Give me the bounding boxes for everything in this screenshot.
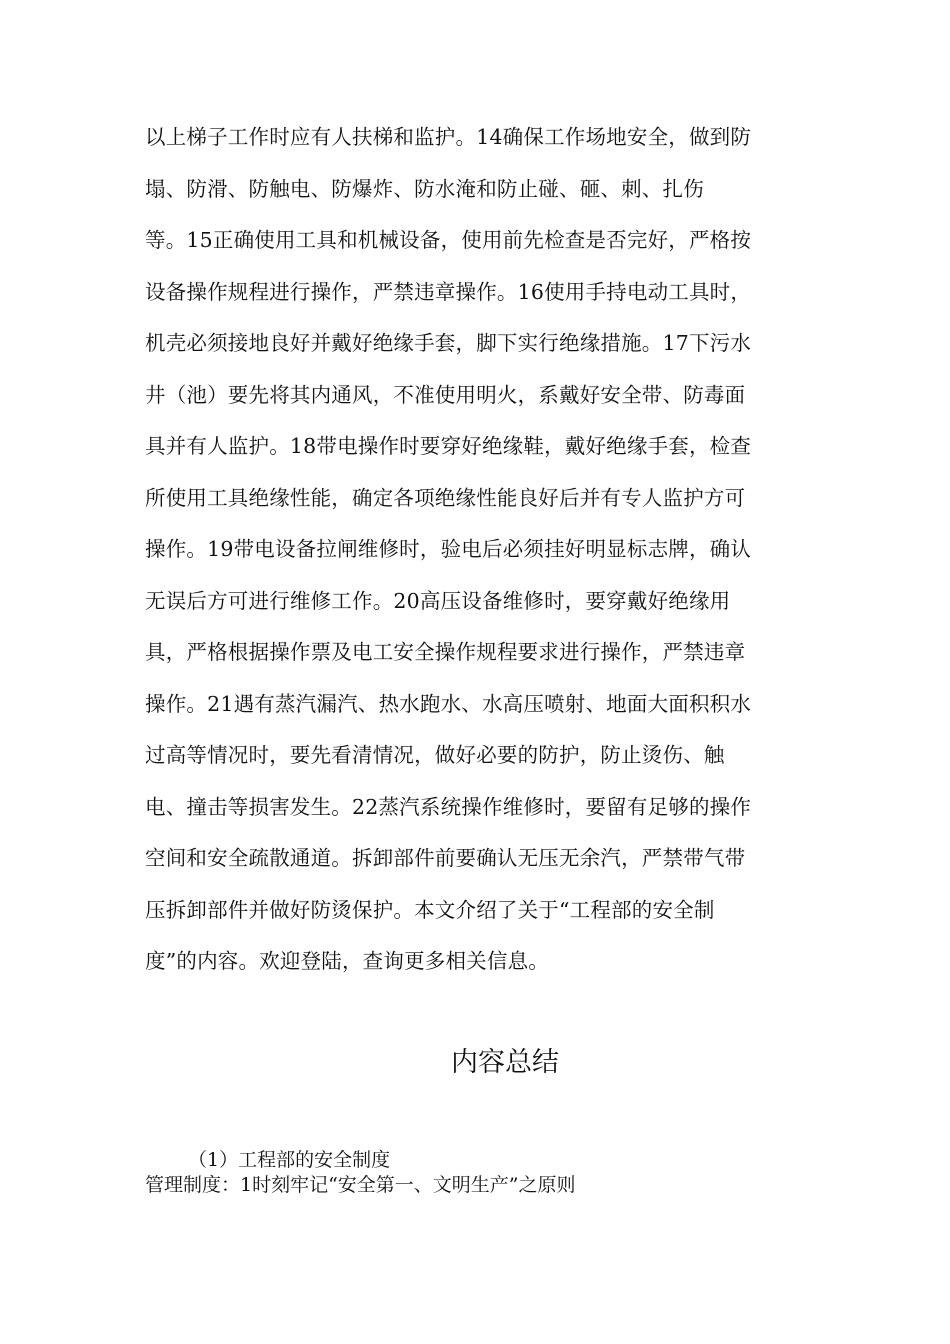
body-line: 电、撞击等损害发生。22蒸汽系统操作维修时，要留有足够的操作 bbox=[145, 794, 752, 819]
summary-item: （1）工程部的安全制度 bbox=[188, 1149, 391, 1171]
body-line: 具并有人监护。18带电操作时要穿好绝缘鞋，戴好绝缘手套，检查 bbox=[145, 434, 752, 458]
body-line: 设备操作规程进行操作，严禁违章操作。16使用手持电动工具时， bbox=[145, 279, 752, 304]
body-line: 压拆卸部件并做好防烫保护。本文介绍了关于“工程部的安全制 bbox=[145, 897, 715, 922]
body-line: 过高等情况时，要先看清情况，做好必要的防护，防止烫伤、触 bbox=[145, 743, 725, 767]
summary-text: 管理制度：1时刻牢记“安全第一、文明生产”之原则 bbox=[145, 1174, 576, 1196]
body-line: 空间和安全疏散通道。拆卸部件前要确认无压无余汽，严禁带气带 bbox=[145, 846, 746, 870]
body-line: 具，严格根据操作票及电工安全操作规程要求进行操作，严禁违章 bbox=[145, 640, 746, 664]
body-line: 所使用工具绝缘性能，确定各项绝缘性能良好后并有专人监护方可 bbox=[145, 485, 746, 510]
body-line: 等。15正确使用工具和机械设备，使用前先检查是否完好，严格按 bbox=[145, 228, 752, 252]
body-line: 操作。21遇有蒸汽漏汽、热水跑水、水高压喷射、地面大面积积水 bbox=[145, 691, 752, 716]
body-line: 机壳必须接地良好并戴好绝缘手套，脚下实行绝缘措施。17下污水 bbox=[145, 331, 752, 355]
body-line: 无误后方可进行维修工作。20高压设备维修时，要穿戴好绝缘用 bbox=[145, 588, 731, 613]
body-line: 井（池）要先将其内通风，不准使用明火，系戴好安全带、防毒面 bbox=[145, 382, 746, 407]
body-paragraph bbox=[145, 112, 800, 988]
body-line: 塌、防滑、防触电、防爆炸、防水淹和防止碰、砸、刺、扎伤 bbox=[145, 176, 704, 201]
body-line: 操作。19带电设备拉闸维修时，验电后必须挂好明显标志牌，确认 bbox=[145, 537, 752, 561]
body-line: 度”的内容。欢迎登陆，查询更多相关信息。 bbox=[145, 949, 549, 973]
summary-heading: 内容总结 bbox=[451, 1047, 559, 1078]
body-line: 以上梯子工作时应有人扶梯和监护。14确保工作场地安全，做到防 bbox=[145, 125, 752, 149]
